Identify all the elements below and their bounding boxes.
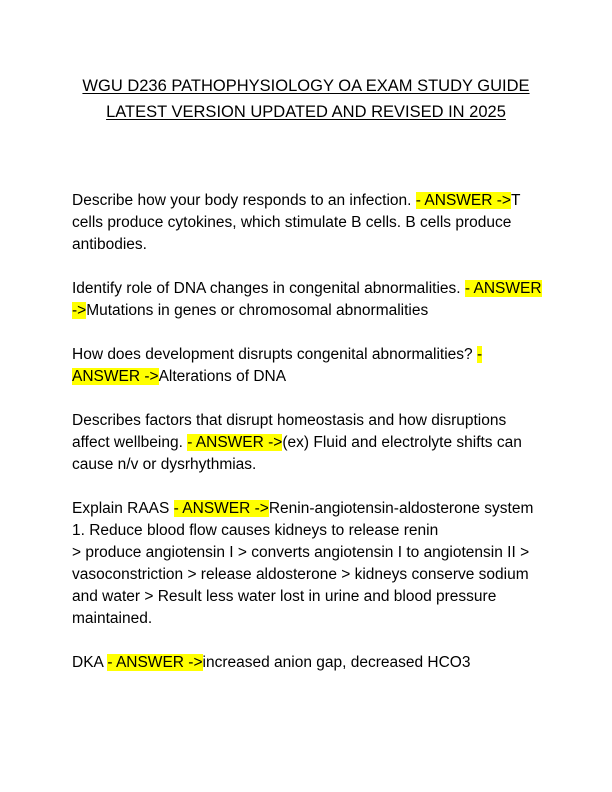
question-text: Explain RAAS bbox=[72, 500, 170, 517]
title-line-2: LATEST VERSION UPDATED AND REVISED IN 2025 bbox=[106, 103, 506, 121]
raas-step-chain: > produce angiotensin I > converts angiotensin I to angiotensin II > vasoconstriction > release aldosterone > kidneys conserve sodium and water > Result less water lost in urine and blood pressure maintained. bbox=[72, 544, 530, 627]
question-text: Identify role of DNA changes in congenital abnormalities. bbox=[72, 280, 461, 297]
qa-item-infection bbox=[72, 190, 547, 256]
qa-item-homeostasis bbox=[72, 410, 547, 476]
question-text: How does development disrupts congenital abnormalities? bbox=[72, 346, 473, 363]
answer-marker: - ANSWER -> bbox=[415, 192, 511, 209]
answer-text: Renin-angiotensin-aldosterone system bbox=[268, 500, 534, 517]
answer-marker: - ANSWER -> bbox=[173, 500, 269, 517]
answer-marker: - ANSWER -> bbox=[72, 280, 542, 319]
question-text: Describe how your body responds to an infection. bbox=[72, 192, 412, 209]
answer-marker: - ANSWER -> bbox=[107, 654, 203, 671]
answer-text: Alterations of DNA bbox=[158, 368, 287, 385]
question-text: Describes factors that disrupt homeostasis and how disruptions affect wellbeing. bbox=[72, 412, 507, 451]
qa-item-raas bbox=[72, 498, 547, 630]
question-text: DKA bbox=[72, 654, 104, 671]
title-line-1: WGU D236 PATHOPHYSIOLOGY OA EXAM STUDY GUIDE bbox=[82, 77, 530, 95]
answer-text: (ex) Fluid and electrolyte shifts can cause n/v or dysrhythmias. bbox=[72, 434, 522, 473]
qa-item-development bbox=[72, 344, 547, 388]
qa-item-dna-role bbox=[72, 278, 547, 322]
qa-item-dka bbox=[72, 652, 547, 674]
answer-text: Mutations in genes or chromosomal abnormalities bbox=[86, 302, 429, 319]
answer-marker: - ANSWER -> bbox=[187, 434, 283, 451]
answer-marker: - ANSWER -> bbox=[72, 346, 483, 385]
document-title bbox=[40, 73, 572, 125]
raas-step-1: 1. Reduce blood flow causes kidneys to release renin bbox=[72, 522, 439, 539]
qa-list bbox=[72, 190, 547, 674]
answer-text: T cells produce cytokines, which stimulate B cells. B cells produce antibodies. bbox=[72, 192, 521, 253]
answer-text: increased anion gap, decreased HCO3 bbox=[202, 654, 471, 671]
